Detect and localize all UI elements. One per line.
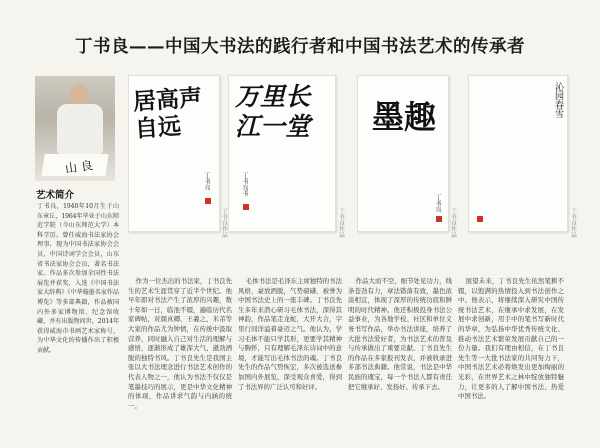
artwork-4-calligraphy: 墨趣 <box>372 98 437 136</box>
paper-ink-text: 山 良 <box>64 158 94 176</box>
article-column-3: 作品大而不空，细节处见功力，线条苍劲有力，章法错落有致，墨色浓淡相宜，体现了深厚的传统功底和鲜明的时代精神。他还积极投身书法公益事业，为各地学校、社区和单位义务书写作品，举办书法讲座，培养了大批书法爱好者，为书法艺术的普及与传承做出了重要贡献。丁书良先生的作品在多家报刊发表，并被收录进多部书法典籍。他常说，书法是中华民族的瑰宝，每一个书法人都有责任把它继承好、发扬好、传承下去。 <box>348 277 452 391</box>
bio-title: 艺术简介 <box>36 190 75 201</box>
artist-body <box>57 104 103 154</box>
bio-text: 丁书良，1940年10月生于山东章丘，1964年毕业于山东师范学院（今山东师范大学）本科学历。曾任威海书法家协会理事，现为中国书法家协会会员，中国诗词学会会员，山东省书法家协会会员，著名书法家。作品多次参加全国性书法展览并获奖，入选《中国书法家大辞典》《中华翰墨名家作品博览》等多部典籍，作品被国内外多家博物馆、纪念馆收藏，并有出版物问世，2014年获得威海市书画艺术家称号，为中华文化的传播作出了积极贡献。 <box>37 203 119 354</box>
artwork-4-seal <box>436 216 442 222</box>
artwork-4-caption: 丁书良作品 <box>450 208 456 238</box>
artwork-5-calligraphy: 沁园春雪 <box>553 82 563 118</box>
artwork-5-seal <box>477 216 483 222</box>
artwork-2 <box>228 75 336 232</box>
artwork-4 <box>357 75 449 232</box>
headline: 丁书良——中国大书法的践行者和中国书法艺术的传承者 <box>75 37 525 57</box>
artwork-1-caption: 丁书良作品 <box>221 208 227 238</box>
article-column-2: 毛体书法是毛泽东主席独特的书法风格，豪放洒脱，气势磅礴，被誉为中国书法史上的一座丰碑。丁书良先生多年来潜心研习毛体书法，深得其神韵，作品笔走龙蛇，大开大合，字里行间洋溢着豪迈之气。他认为，学习毛体不能只学其形，更要学其精神与胸怀，只有理解毛泽东诗词中的意境，才能写出毛体书法的魂。丁书良先生的作品气势恢宏，多次被选送参加国内外展览，深受观众喜爱，得到了书法界的广泛认可和好评。 <box>238 277 342 391</box>
artwork-4-signature: 丁书良 <box>434 194 441 212</box>
article-column-4: 展望未来，丁书良先生依然笔耕不辍，以饱满的热情投入到书法创作之中。他表示，将继续深入研究中国传统书法艺术，在继承中求发展，在发展中求创新，用手中的笔书写新时代的华章，为弘扬中华优秀传统文化、推动书法艺术繁荣发展贡献自己的一份力量。我们有理由相信，在丁书良先生等一大批书法家的共同努力下，中国书法艺术必将焕发出更加绚丽的光彩，在世界艺术之林中绽放独特魅力，让更多的人了解中国书法、热爱中国书法。 <box>458 277 564 401</box>
artwork-2-seal <box>243 204 249 210</box>
artist-photo <box>35 76 115 181</box>
article-column-1: 作为一位杰出的书法家，丁书良先生的艺术生涯贯穿了近半个世纪。他早年即对书法产生了浓厚的兴趣，数十年如一日，临池不辍，遍临历代名家碑帖，对颜真卿、王羲之、米芾等大家的作品尤为钟情，在传统中汲取营养，同时融入自己对生活的理解与感悟，逐渐形成了雄浑大气、遒劲洒脱的独特书风。丁书良先生是我国主张以大书法理念进行书法艺术创作的代表人物之一，他认为书法不仅仅是笔墨技巧的展示，更是中华文化精神的体现，作品讲求气韵与内涵的统一。 <box>128 277 232 410</box>
artist-head <box>69 84 89 106</box>
artwork-2-signature: 丁书良书 <box>241 172 248 196</box>
artwork-5-caption: 丁书良作品 <box>570 208 576 238</box>
artwork-5 <box>468 75 568 232</box>
artwork-2-caption: 丁书良作品 <box>338 208 344 238</box>
artwork-1-seal <box>205 198 211 204</box>
artwork-1 <box>128 75 220 232</box>
artwork-1-signature: 丁书良 <box>203 172 210 190</box>
artwork-2-calligraphy: 万里长江一堂 <box>235 82 311 141</box>
artwork-1-calligraphy: 居高声自远 <box>132 84 203 143</box>
